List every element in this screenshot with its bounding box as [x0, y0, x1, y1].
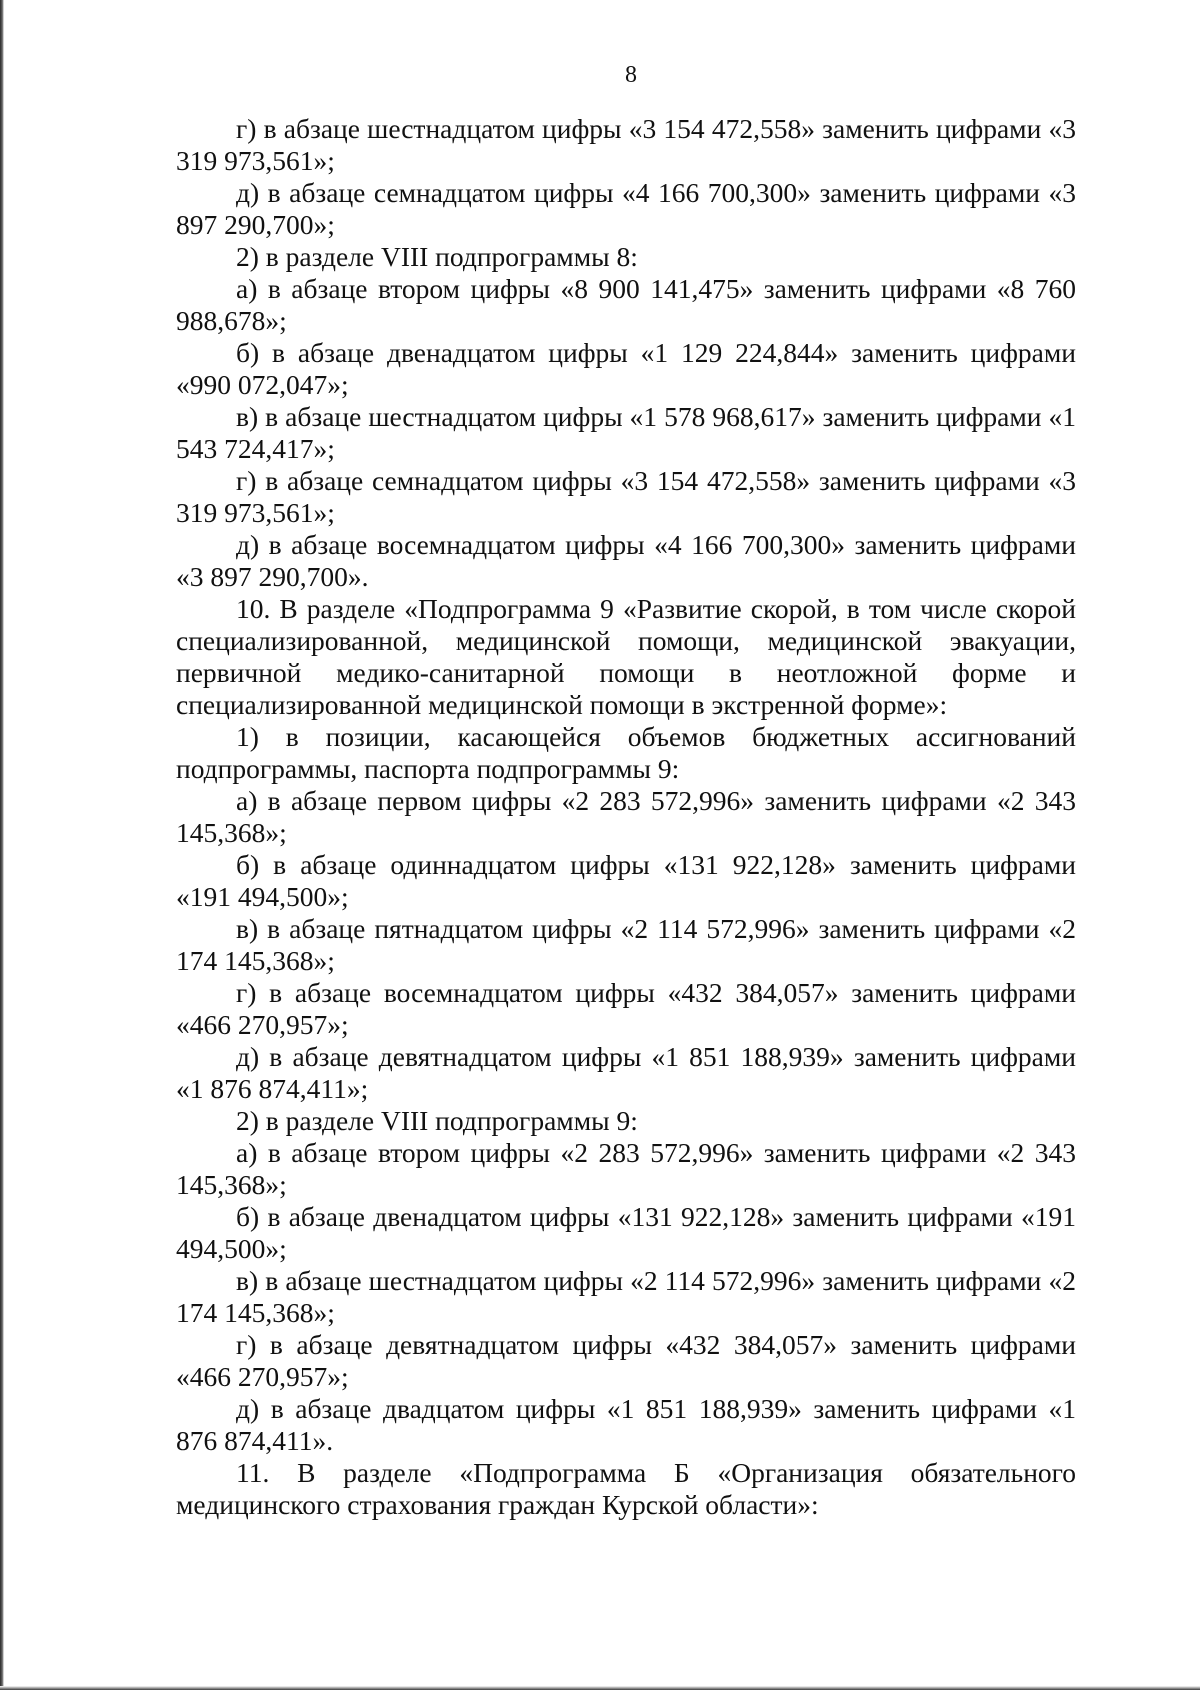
paragraph: а) в абзаце втором цифры «2 283 572,996» заменить цифрами «2 343 145,368»;	[176, 1137, 1076, 1200]
paragraph: б) в абзаце одиннадцатом цифры «131 922,128» заменить цифрами «191 494,500»;	[176, 849, 1076, 912]
paragraph: д) в абзаце девятнадцатом цифры «1 851 188,939» заменить цифрами «1 876 874,411»;	[176, 1041, 1076, 1104]
scan-left-edge	[0, 0, 4, 1690]
paragraph: г) в абзаце шестнадцатом цифры «3 154 472,558» заменить цифрами «3 319 973,561»;	[176, 113, 1076, 176]
paragraph: д) в абзаце восемнадцатом цифры «4 166 700,300» заменить цифрами «3 897 290,700».	[176, 529, 1076, 592]
paragraph: а) в абзаце втором цифры «8 900 141,475» заменить цифрами «8 760 988,678»;	[176, 273, 1076, 336]
paragraph: а) в абзаце первом цифры «2 283 572,996» заменить цифрами «2 343 145,368»;	[176, 785, 1076, 848]
paragraph: г) в абзаце семнадцатом цифры «3 154 472,558» заменить цифрами «3 319 973,561»;	[176, 465, 1076, 528]
paragraph: 2) в разделе VIII подпрограммы 8:	[236, 241, 638, 272]
document-body	[176, 113, 1076, 1521]
paragraph: 1) в позиции, касающейся объемов бюджетных ассигнований подпрограммы, паспорта подпрограммы 9:	[176, 721, 1076, 784]
paragraph: д) в абзаце двадцатом цифры «1 851 188,939» заменить цифрами «1 876 874,411».	[176, 1393, 1076, 1456]
paragraph: в) в абзаце пятнадцатом цифры «2 114 572,996» заменить цифрами «2 174 145,368»;	[176, 913, 1076, 976]
paragraph: д) в абзаце семнадцатом цифры «4 166 700,300» заменить цифрами «3 897 290,700»;	[176, 177, 1076, 240]
page-number: 8	[625, 62, 637, 88]
paragraph: б) в абзаце двенадцатом цифры «131 922,128» заменить цифрами «191 494,500»;	[176, 1201, 1076, 1264]
paragraph: 10. В разделе «Подпрограмма 9 «Развитие скорой, в том числе скорой специализированной, медицинской помощи, медицинской эвакуации, первичной медико-санитарной помощи в неотложной форме и специализированной медицинской помощи в экстренной форме»:	[176, 593, 1076, 720]
paragraph: г) в абзаце девятнадцатом цифры «432 384,057» заменить цифрами «466 270,957»;	[176, 1329, 1076, 1392]
paragraph: 11. В разделе «Подпрограмма Б «Организация обязательного медицинского страхования граждан Курской области»:	[176, 1457, 1076, 1520]
paragraph: 2) в разделе VIII подпрограммы 9:	[236, 1105, 638, 1136]
paragraph: в) в абзаце шестнадцатом цифры «1 578 968,617» заменить цифрами «1 543 724,417»;	[176, 401, 1076, 464]
scan-bottom-edge	[0, 1686, 1200, 1690]
paragraph: в) в абзаце шестнадцатом цифры «2 114 572,996» заменить цифрами «2 174 145,368»;	[176, 1265, 1076, 1328]
paragraph: б) в абзаце двенадцатом цифры «1 129 224,844» заменить цифрами «990 072,047»;	[176, 337, 1076, 400]
paragraph: г) в абзаце восемнадцатом цифры «432 384,057» заменить цифрами «466 270,957»;	[176, 977, 1076, 1040]
